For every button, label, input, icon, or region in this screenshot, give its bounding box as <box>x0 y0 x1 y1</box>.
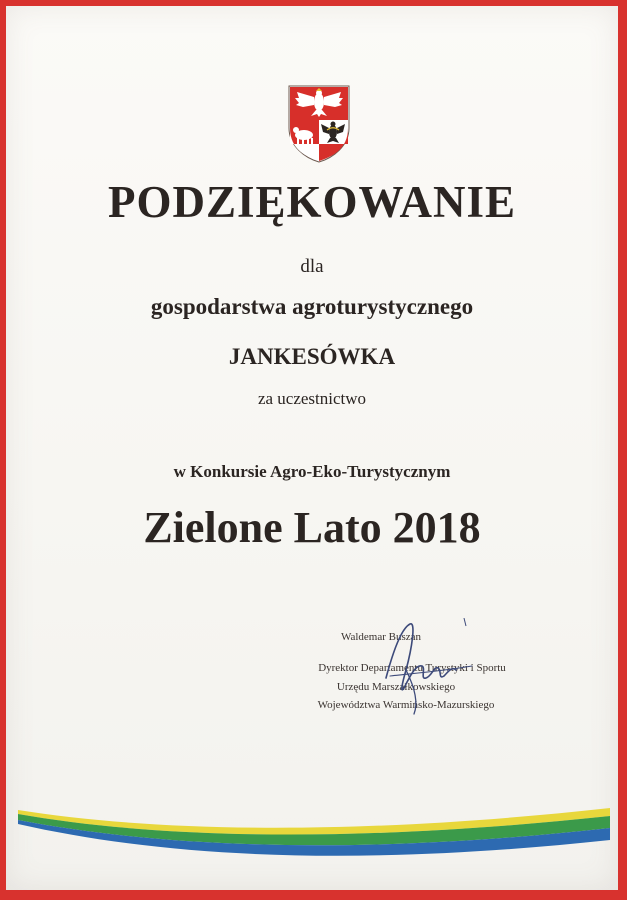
coat-of-arms-icon <box>287 84 351 164</box>
signatory-position-line1: Dyrektor Departamentu Turystyki i Sportu <box>318 662 506 674</box>
recipient-name: JANKESÓWKA <box>228 344 396 369</box>
signatory-position-line3: Województwa Warmińsko-Mazurskiego <box>317 699 495 711</box>
signatory-name: Waldemar Buszan <box>340 631 422 643</box>
preposition-text: dla <box>300 256 324 277</box>
certificate-title: PODZIĘKOWANIE <box>107 177 517 227</box>
handwritten-signature <box>376 618 486 718</box>
reason-text: za uczestnictwo <box>257 389 367 408</box>
contest-edition: Zielone Lato 2018 <box>143 503 481 552</box>
tricolor-swoosh <box>6 796 618 866</box>
signatory-position-line2: Urzędu Marszałkowskiego <box>336 681 456 693</box>
contest-name: w Konkursie Agro-Eko-Turystycznym <box>173 462 451 481</box>
certificate-sheet <box>6 6 618 890</box>
recipient-type: gospodarstwa agroturystycznego <box>150 294 474 319</box>
